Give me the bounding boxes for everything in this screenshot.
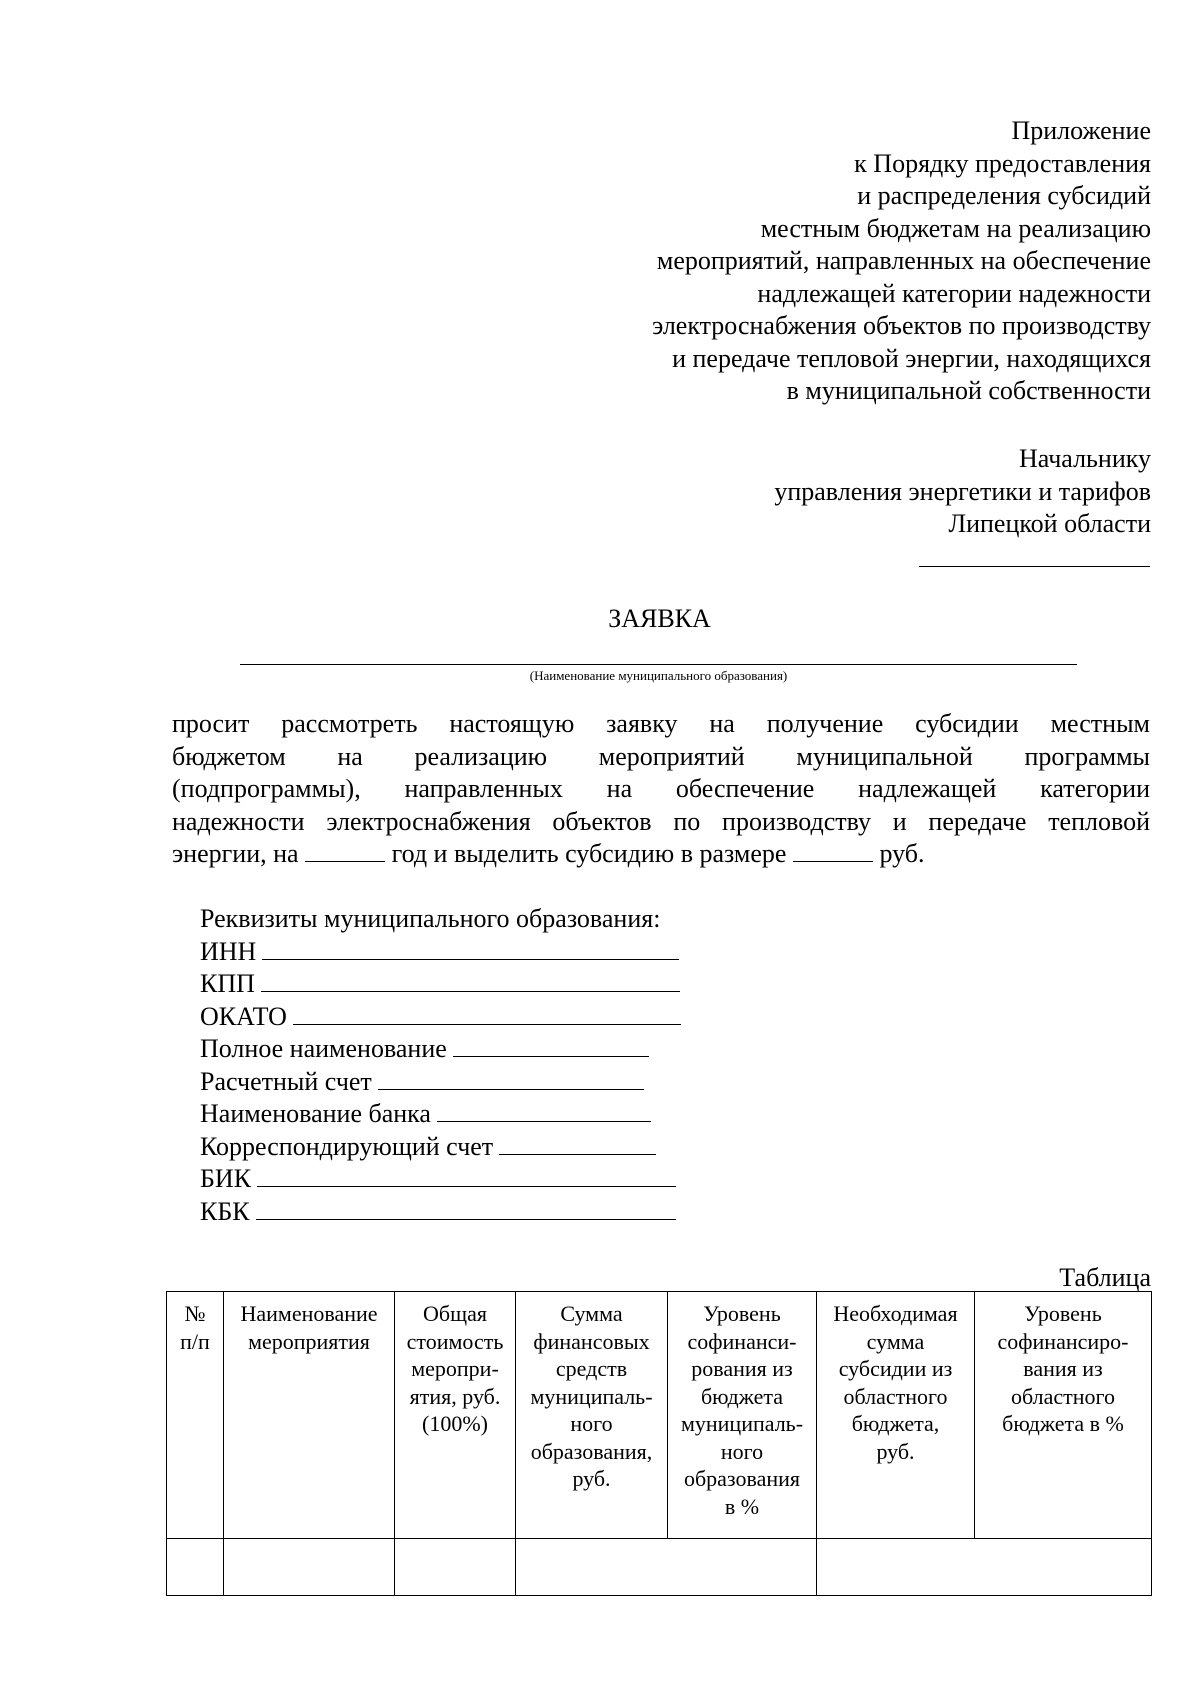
request-paragraph: [172, 708, 1150, 871]
paragraph-line: (подпрограммы), направленных на обеспечение надлежащей категории: [172, 774, 1150, 803]
document-title: ЗАЯВКА: [608, 604, 711, 633]
municipality-name-caption: (Наименование муниципального образования): [529, 668, 788, 683]
table-row: [167, 1539, 1152, 1596]
signature-blank-line[interactable]: [919, 566, 1150, 567]
paragraph-text: год и выделить субсидию в размере: [391, 839, 787, 868]
requisite-corr-account: [200, 1131, 681, 1164]
requisite-bik: [200, 1163, 681, 1196]
paragraph-line: просит рассмотреть настоящую заявку на получение субсидии местным: [172, 709, 1150, 738]
table-cell[interactable]: [817, 1539, 1152, 1596]
kpp-blank[interactable]: [261, 969, 680, 992]
appendix-line: к Порядку предоставления: [854, 148, 1151, 178]
year-blank[interactable]: [305, 839, 385, 862]
table-caption: Таблица: [1059, 1263, 1151, 1292]
requisite-label: БИК: [200, 1164, 252, 1193]
requisite-full-name: [200, 1033, 681, 1066]
header-municipal-cofinancing: Уровень софинанси- рования из бюджета муниципаль- ного образования в %: [668, 1292, 817, 1539]
requisite-label: ОКАТО: [200, 1001, 287, 1031]
appendix-line: местным бюджетам на реализацию: [760, 213, 1151, 243]
requisite-account: [200, 1066, 681, 1099]
corr-account-blank[interactable]: [499, 1132, 656, 1155]
requisite-label: КПП: [200, 969, 255, 998]
table-header-row: [167, 1292, 1152, 1539]
addressee-line: управления энергетики и тарифов: [774, 476, 1151, 506]
bank-name-blank[interactable]: [437, 1099, 651, 1122]
appendix-line: Приложение: [1011, 116, 1151, 145]
appendix-line: и передаче тепловой энергии, находящихся: [672, 343, 1151, 373]
paragraph-text: руб.: [879, 839, 925, 868]
kbk-blank[interactable]: [256, 1197, 676, 1220]
municipality-name-blank[interactable]: [240, 664, 1077, 665]
requisite-label: Расчетный счет: [200, 1066, 372, 1096]
paragraph-line: [172, 838, 1150, 871]
appendix-line: надлежащей категории надежности: [757, 278, 1151, 308]
appendix-line: мероприятий, направленных на обеспечение: [656, 246, 1151, 275]
requisite-label: КБК: [200, 1196, 250, 1226]
paragraph-line: бюджетом на реализацию мероприятий муниципальной программы: [172, 741, 1150, 771]
requisites-block: [200, 903, 681, 1228]
requisite-okato: [200, 1001, 681, 1034]
amount-blank[interactable]: [793, 839, 873, 862]
requisite-label: Наименование банка: [200, 1099, 431, 1128]
addressee-block: [511, 443, 1151, 541]
appendix-reference: [511, 115, 1151, 408]
table-cell[interactable]: [167, 1539, 224, 1596]
header-activity-name: Наименование мероприятия: [224, 1292, 395, 1539]
header-regional-cofinancing: Уровень софинансиро- вания из областного бюджета в %: [975, 1292, 1152, 1539]
appendix-line: электроснабжения объектов по производству: [652, 311, 1151, 340]
addressee-line: Начальнику: [1018, 444, 1151, 473]
account-blank[interactable]: [378, 1067, 644, 1090]
paragraph-line: надежности электроснабжения объектов по производству и передаче тепловой: [172, 806, 1150, 836]
paragraph-text: энергии, на: [172, 839, 299, 868]
header-required-subsidy: Необходимая сумма субсидии из областного бюджета, руб.: [817, 1292, 975, 1539]
header-number: № п/п: [167, 1292, 224, 1539]
activities-table: [166, 1291, 1152, 1596]
requisite-kpp: [200, 968, 681, 1001]
table-cell[interactable]: [516, 1539, 817, 1596]
table-cell[interactable]: [224, 1539, 395, 1596]
requisites-heading: Реквизиты муниципального образования:: [200, 904, 661, 933]
inn-blank[interactable]: [262, 937, 679, 960]
addressee-line: Липецкой области: [948, 509, 1151, 538]
bik-blank[interactable]: [257, 1164, 676, 1187]
header-total-cost: Общая стоимость меропри- ятия, руб. (100%): [395, 1292, 516, 1539]
requisite-kbk: [200, 1196, 681, 1229]
full-name-blank[interactable]: [453, 1034, 649, 1057]
header-municipal-funds: Сумма финансовых средств муниципаль- ного образования, руб.: [516, 1292, 668, 1539]
requisite-label: ИНН: [200, 936, 257, 966]
requisite-inn: [200, 936, 681, 969]
requisite-bank-name: [200, 1098, 681, 1131]
table-cell[interactable]: [395, 1539, 516, 1596]
appendix-line: в муниципальной собственности: [786, 376, 1151, 405]
okato-blank[interactable]: [293, 1002, 681, 1025]
requisite-label: Полное наименование: [200, 1034, 447, 1063]
appendix-line: и распределения субсидий: [857, 181, 1151, 210]
requisite-label: Корреспондирующий счет: [200, 1131, 494, 1161]
